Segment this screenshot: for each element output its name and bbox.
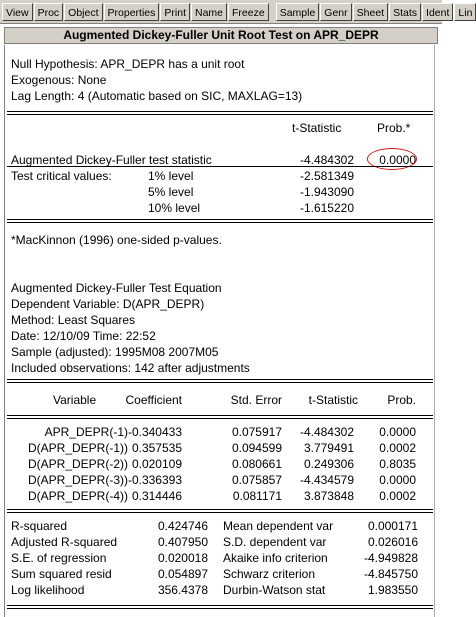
coef-variable: APR_DEPR(-1) bbox=[44, 425, 128, 439]
output-title: Augmented Dickey-Fuller Unit Root Test on APR_DEPR bbox=[4, 27, 438, 44]
crit-level-5: 5% level bbox=[148, 185, 194, 199]
adf-prob: 0.0000 bbox=[379, 153, 416, 167]
stat-value: 0.407950 bbox=[157, 535, 208, 549]
coef-prob: 0.0000 bbox=[379, 473, 416, 487]
toolbar bbox=[0, 0, 473, 24]
separator-line bbox=[7, 415, 433, 419]
stat-value: 0.000171 bbox=[367, 519, 418, 533]
coef-value: 0.020109 bbox=[131, 457, 182, 471]
equation-title: Augmented Dickey-Fuller Test Equation bbox=[11, 281, 222, 295]
view-button[interactable]: View bbox=[2, 3, 33, 21]
col-header-coefficient: Coefficient bbox=[125, 393, 182, 407]
coef-variable: D(APR_DEPR(-1)) bbox=[27, 441, 128, 455]
stat-value: 356.4378 bbox=[157, 583, 208, 597]
sheet-button[interactable]: Sheet bbox=[353, 3, 388, 21]
print-button[interactable]: Print bbox=[160, 3, 190, 21]
observations: Included observations: 142 after adjustments bbox=[11, 361, 250, 375]
stat-value: -4.845750 bbox=[363, 567, 418, 581]
exogenous: Exogenous: None bbox=[11, 73, 107, 87]
coef-stderr: 0.075857 bbox=[231, 473, 282, 487]
stats-button[interactable]: Stats bbox=[389, 3, 421, 21]
ident-button[interactable]: Ident bbox=[422, 3, 453, 21]
freeze-button[interactable]: Freeze bbox=[228, 3, 269, 21]
coef-tstat: 3.873848 bbox=[303, 489, 354, 503]
stat-label: Durbin-Watson stat bbox=[223, 583, 326, 597]
output-table bbox=[4, 45, 438, 617]
stat-value: 1.983550 bbox=[367, 583, 418, 597]
footnote: *MacKinnon (1996) one-sided p-values. bbox=[11, 233, 222, 247]
separator-line bbox=[7, 379, 433, 383]
col-header-tstat: t-Statistic bbox=[292, 121, 342, 135]
col-header-prob: Prob.* bbox=[377, 121, 411, 135]
null-hypothesis: Null Hypothesis: APR_DEPR has a unit root bbox=[11, 57, 245, 71]
stat-label: S.E. of regression bbox=[11, 551, 107, 565]
crit-level-1: 1% level bbox=[148, 169, 194, 183]
coef-value: 0.314446 bbox=[131, 489, 182, 503]
coef-prob: 0.0002 bbox=[379, 441, 416, 455]
stat-label: Log likelihood bbox=[11, 583, 85, 597]
coef-value: -0.336393 bbox=[127, 473, 182, 487]
coef-variable: D(APR_DEPR(-2)) bbox=[27, 457, 128, 471]
col-header-stderr: Std. Error bbox=[230, 393, 282, 407]
coef-variable: D(APR_DEPR(-3)) bbox=[27, 473, 128, 487]
method: Method: Least Squares bbox=[11, 313, 136, 327]
stat-label: Sum squared resid bbox=[11, 567, 112, 581]
stat-label: S.D. dependent var bbox=[223, 535, 327, 549]
coef-prob: 0.8035 bbox=[379, 457, 416, 471]
coef-tstat: -4.434579 bbox=[299, 473, 354, 487]
col-header-tstat: t-Statistic bbox=[308, 393, 358, 407]
stat-value: 0.020018 bbox=[157, 551, 208, 565]
stat-value: 0.424746 bbox=[157, 519, 208, 533]
coef-prob: 0.0000 bbox=[379, 425, 416, 439]
lag-length: Lag Length: 4 (Automatic based on SIC, MAXLAG=13) bbox=[11, 89, 303, 103]
crit-label: Test critical values: bbox=[11, 169, 112, 183]
coef-tstat: 3.779491 bbox=[303, 441, 354, 455]
date-time: Date: 12/10/09 Time: 22:52 bbox=[11, 329, 156, 343]
adf-label: Augmented Dickey-Fuller test statistic bbox=[11, 153, 212, 167]
stat-value: -4.949828 bbox=[363, 551, 418, 565]
stat-label: R-squared bbox=[11, 519, 68, 533]
properties-button[interactable]: Properties bbox=[104, 3, 160, 21]
lin-button[interactable]: Lin bbox=[454, 3, 476, 21]
crit-level-10: 10% level bbox=[148, 201, 201, 215]
dependent-variable: Dependent Variable: D(APR_DEPR) bbox=[11, 297, 205, 311]
separator-line bbox=[7, 605, 433, 609]
sample: Sample (adjusted): 1995M08 2007M05 bbox=[11, 345, 219, 359]
genr-button[interactable]: Genr bbox=[320, 3, 351, 21]
col-header-variable: Variable bbox=[53, 393, 97, 407]
separator-line bbox=[7, 219, 433, 223]
object-button[interactable]: Object bbox=[64, 3, 102, 21]
vertical-scrollbar[interactable] bbox=[434, 45, 442, 617]
coef-prob: 0.0002 bbox=[379, 489, 416, 503]
proc-button[interactable]: Proc bbox=[34, 3, 64, 21]
col-header-prob: Prob. bbox=[387, 393, 416, 407]
name-button[interactable]: Name bbox=[191, 3, 227, 21]
coef-value: -0.340433 bbox=[127, 425, 182, 439]
coef-stderr: 0.075917 bbox=[231, 425, 282, 439]
crit-value-10: -1.615220 bbox=[299, 201, 354, 215]
separator-line bbox=[7, 111, 433, 115]
stat-label: Adjusted R-squared bbox=[11, 535, 118, 549]
separator-line bbox=[7, 509, 433, 513]
stat-value: 0.026016 bbox=[367, 535, 418, 549]
adf-tstat: -4.484302 bbox=[299, 153, 354, 167]
coef-stderr: 0.081171 bbox=[232, 489, 282, 503]
stat-label: Akaike info criterion bbox=[223, 551, 328, 565]
coef-value: 0.357535 bbox=[131, 441, 182, 455]
crit-value-1: -2.581349 bbox=[299, 169, 354, 183]
stat-label: Mean dependent var bbox=[223, 519, 334, 533]
coef-variable: D(APR_DEPR(-4)) bbox=[27, 489, 128, 503]
separator-line bbox=[7, 166, 433, 167]
coef-tstat: -4.484302 bbox=[299, 425, 354, 439]
crit-value-5: -1.943090 bbox=[299, 185, 354, 199]
coef-tstat: 0.249306 bbox=[303, 457, 354, 471]
stat-value: 0.054897 bbox=[157, 567, 208, 581]
stat-label: Schwarz criterion bbox=[223, 567, 316, 581]
sample-button[interactable]: Sample bbox=[276, 3, 320, 21]
coef-stderr: 0.080661 bbox=[231, 457, 282, 471]
coef-stderr: 0.094599 bbox=[231, 441, 282, 455]
